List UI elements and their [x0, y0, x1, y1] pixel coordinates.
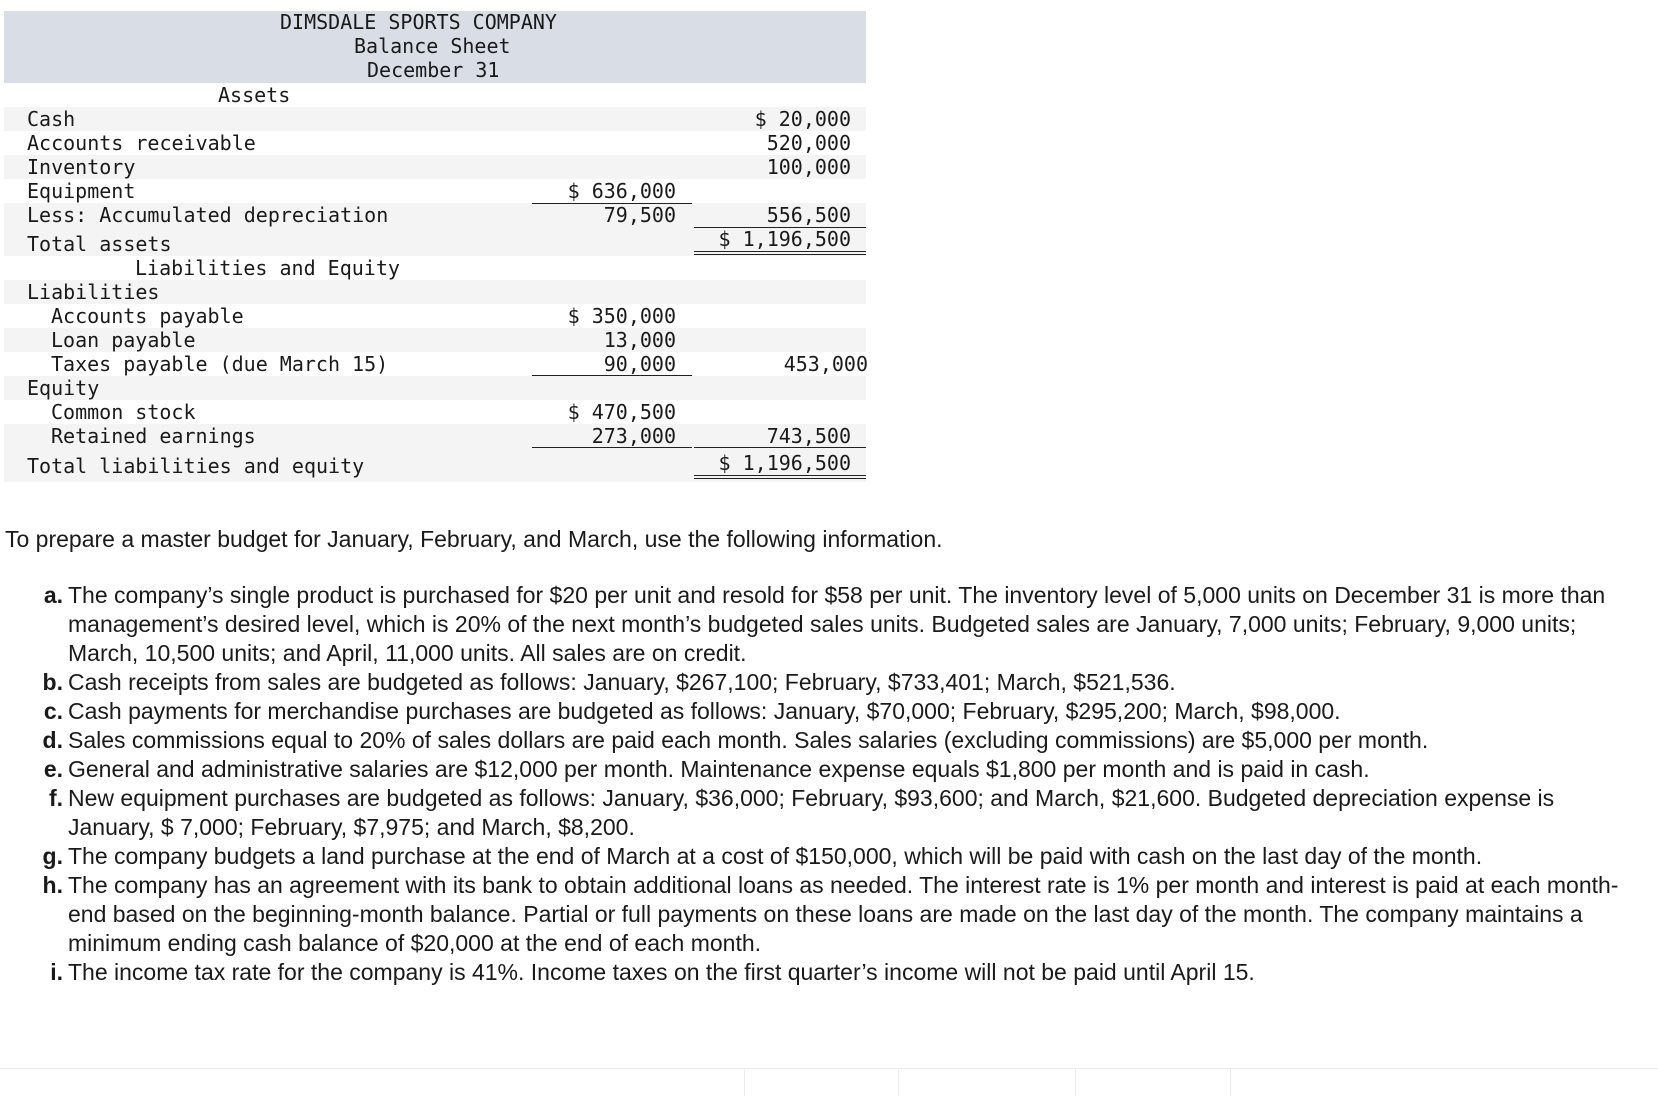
list-item	[5, 958, 1625, 987]
list-item	[5, 842, 1625, 871]
equity-heading: Equity	[27, 376, 100, 400]
row-total: $ 1,196,500	[718, 227, 851, 251]
item-letter: c.	[43, 698, 63, 724]
row-label: Retained earnings	[51, 424, 256, 448]
assets-heading-row	[4, 83, 866, 107]
statement-title: Balance Sheet	[354, 34, 511, 58]
row-total: 556,500	[766, 203, 851, 227]
row-subamount: $ 636,000	[567, 179, 676, 203]
item-text: The income tax rate for the company is 41%. Income taxes on the first quarter’s income will not be paid until April 15.	[68, 959, 1255, 985]
liabilities-heading: Liabilities	[27, 280, 160, 304]
list-item	[5, 784, 1625, 842]
double-underline	[694, 251, 866, 255]
item-text: The company has an agreement with its bank to obtain additional loans as needed. The interest rate is 1% per month and interest is paid at each month-end based on the beginning-month balance. Partial or full payments on these loans are made on the last day of the month. The company maintains a minimum ending cash balance of $20,000 at the end of each month.	[68, 872, 1619, 956]
row-total: $ 1,196,500	[718, 451, 851, 475]
divider-tick	[898, 1068, 899, 1096]
bottom-divider	[0, 1068, 1658, 1069]
row-label: Loan payable	[51, 328, 196, 352]
instructions	[5, 525, 1625, 987]
total-liabilities-equity-row	[4, 448, 866, 482]
item-letter: d.	[42, 727, 63, 753]
list-item	[5, 697, 1625, 726]
item-text: The company budgets a land purchase at the end of March at a cost of $150,000, which will be paid with cash on the last day of the month.	[68, 843, 1483, 869]
item-letter: g.	[42, 843, 63, 869]
divider-tick	[1075, 1068, 1076, 1096]
row-total: 743,500	[766, 424, 851, 448]
total-assets-row	[4, 227, 866, 256]
row-subamount: $ 350,000	[567, 304, 676, 328]
cash-row	[4, 107, 866, 131]
list-item	[5, 668, 1625, 697]
row-label: Taxes payable (due March 15)	[51, 352, 389, 376]
item-text: Sales commissions equal to 20% of sales dollars are paid each month. Sales salaries (excluding commissions) are $5,000 per month.	[68, 727, 1429, 753]
double-underline	[694, 475, 866, 479]
equity-heading-row	[4, 376, 866, 400]
item-letter: b.	[42, 669, 63, 695]
inventory-row	[4, 155, 866, 179]
loan-payable-row	[4, 328, 866, 352]
row-total: 100,000	[766, 155, 851, 179]
item-letter: i.	[50, 959, 63, 985]
item-letter: h.	[42, 872, 63, 898]
row-label: Accounts receivable	[27, 131, 256, 155]
row-label: Total liabilities and equity	[27, 454, 365, 478]
row-label: Inventory	[27, 155, 136, 179]
item-text: General and administrative salaries are $12,000 per month. Maintenance expense equals $1,800 per month and is paid in cash.	[68, 756, 1370, 782]
balance-sheet-header	[4, 11, 866, 83]
item-letter: a.	[43, 582, 63, 608]
divider-tick	[744, 1068, 745, 1096]
row-label: Cash	[27, 107, 76, 131]
item-text: New equipment purchases are budgeted as follows: January, $36,000; February, $93,600; and March, $21,600. Budgeted depreciation expense is January, $ 7,000; February, $7,975; and March, $8,200.	[68, 785, 1555, 840]
row-total: $ 20,000	[754, 107, 851, 131]
assumption-list	[5, 581, 1625, 987]
liabilities-equity-heading-row	[4, 256, 866, 280]
item-letter: f.	[48, 785, 63, 811]
row-subamount: 79,500	[603, 203, 676, 227]
list-item	[5, 581, 1625, 668]
divider-tick	[1230, 1068, 1231, 1096]
liabilities-heading-row	[4, 280, 866, 304]
row-total: 453,000	[783, 352, 868, 376]
equipment-row	[4, 179, 866, 203]
item-text: The company’s single product is purchased for $20 per unit and resold for $58 per unit. The inventory level of 5,000 units on December 31 is more than management’s desired level, which is 20% of the next month’s budgeted sales units. Budgeted sales are January, 7,000 units; February, 9,000 units; March, 10,500 units; and April, 11,000 units. All sales are on credit.	[68, 582, 1606, 666]
balance-sheet	[4, 11, 866, 482]
row-subamount: 90,000	[603, 352, 676, 376]
accounts-receivable-row	[4, 131, 866, 155]
row-total: 520,000	[766, 131, 851, 155]
assets-heading: Assets	[218, 83, 291, 107]
list-item	[5, 871, 1625, 958]
list-item	[5, 755, 1625, 784]
row-label: Total assets	[27, 232, 172, 256]
row-label: Less: Accumulated depreciation	[27, 203, 389, 227]
item-text: Cash receipts from sales are budgeted as follows: January, $267,100; February, $733,401; March, $521,536.	[68, 669, 1176, 695]
row-subamount: 13,000	[603, 328, 676, 352]
company-name: DIMSDALE SPORTS COMPANY	[280, 10, 557, 34]
row-subamount: $ 470,500	[567, 400, 676, 424]
accounts-payable-row	[4, 304, 866, 328]
common-stock-row	[4, 400, 866, 424]
row-subamount: 273,000	[591, 424, 676, 448]
statement-date: December 31	[367, 58, 500, 82]
row-label: Common stock	[51, 400, 196, 424]
row-label: Equipment	[27, 179, 136, 203]
intro-paragraph: To prepare a master budget for January, February, and March, use the following information.	[5, 526, 943, 552]
item-text: Cash payments for merchandise purchases are budgeted as follows: January, $70,000; February, $295,200; March, $98,000.	[68, 698, 1341, 724]
row-label: Accounts payable	[51, 304, 244, 328]
liabilities-equity-heading: Liabilities and Equity	[135, 256, 400, 280]
list-item	[5, 726, 1625, 755]
taxes-payable-row	[4, 352, 866, 376]
item-letter: e.	[43, 756, 63, 782]
